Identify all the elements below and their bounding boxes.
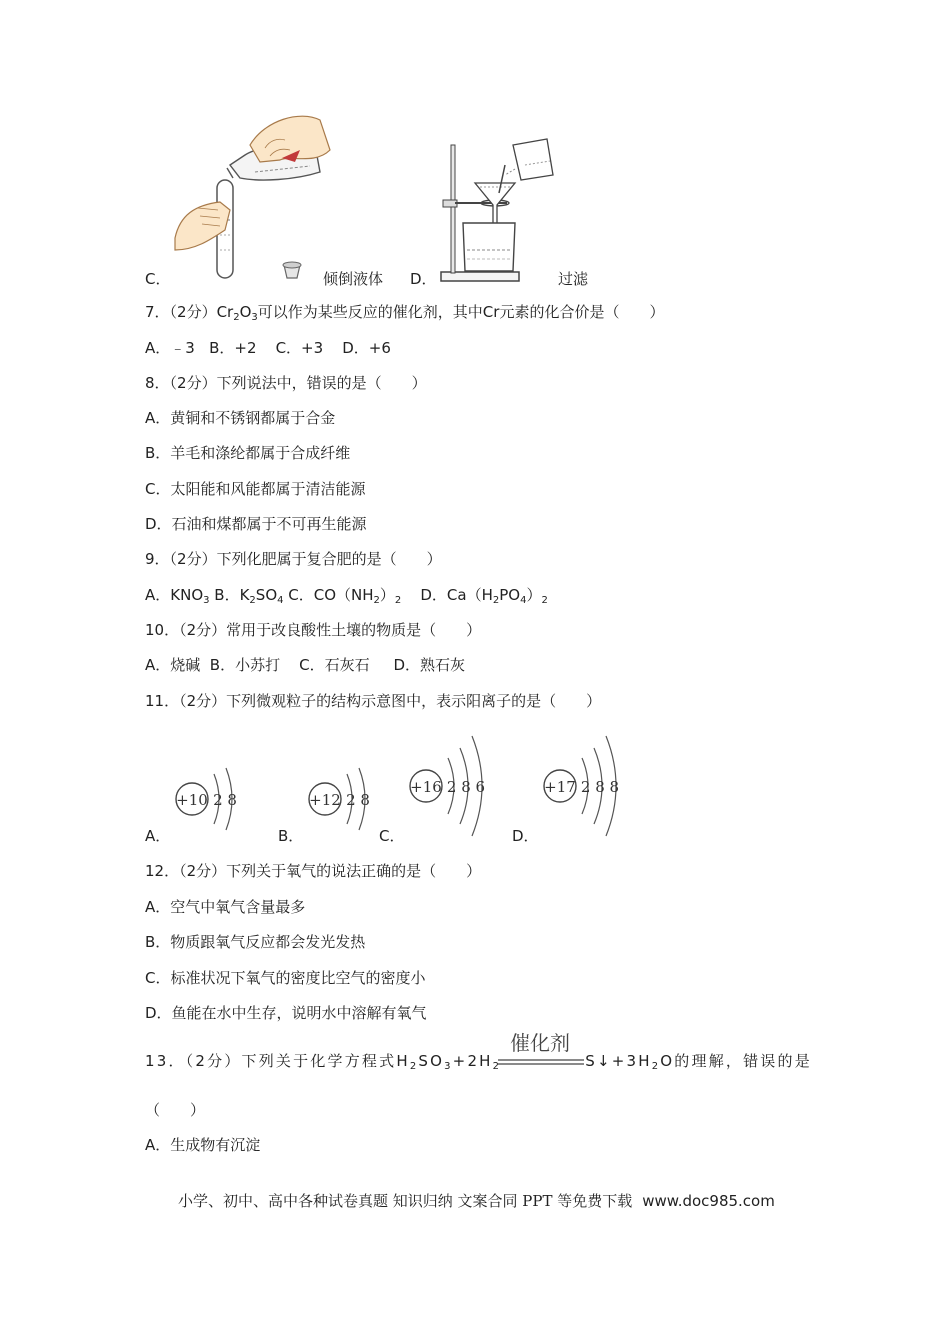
q13-option-a: A．生成物有沉淀 <box>145 1136 261 1154</box>
q6-option-c-caption: 倾倒液体 <box>323 270 384 288</box>
q10-stem: 10．（2分）常用于改良酸性土壤的物质是（ ） <box>145 621 482 639</box>
atom-a-shells: 2 8 <box>213 791 237 809</box>
atom-diagram-b <box>305 752 380 842</box>
q11-option-b-label: B． <box>278 827 304 845</box>
atom-c-nucleus: +16 <box>410 778 442 796</box>
q13-stem: 13．（2分）下列关于化学方程式$H_2SO_3+2H_2$ $S↓+3H_2O$的理解，错误的是 <box>145 1052 812 1072</box>
q8-option-a: A．黄铜和不锈钢都属于合金 <box>145 409 336 427</box>
q8-option-d: D．石油和煤都属于不可再生能源 <box>145 515 367 533</box>
page-footer <box>178 1190 775 1211</box>
atom-a-nucleus: +10 <box>176 791 208 809</box>
pouring-liquid-figure <box>170 110 340 285</box>
q11-option-d-label: D． <box>512 827 539 845</box>
atom-b-nucleus: +12 <box>309 791 341 809</box>
q8-stem: 8．（2分）下列说法中，错误的是（ ） <box>145 374 427 392</box>
q13-answer-paren: （ ） <box>145 1101 206 1119</box>
atom-b-shells: 2 8 <box>346 791 370 809</box>
footer-url[interactable]: www.doc985.com <box>642 1192 775 1210</box>
q7-options: A．﹣3 B．+2 C．+3 D．+6 <box>145 339 391 357</box>
q11-option-c-label: C． <box>379 827 405 845</box>
q8-option-b: B．羊毛和涤纶都属于合成纤维 <box>145 444 351 462</box>
q13-reaction-arrow <box>498 1058 584 1066</box>
q12-option-a: A．空气中氧气含量最多 <box>145 898 306 916</box>
atom-diagram-a <box>172 752 247 842</box>
atom-d-shells: 2 8 8 <box>580 778 620 796</box>
footer-text: 小学、初中、高中各种试卷真题 知识归纳 文案合同 PPT 等免费下载 <box>178 1192 633 1210</box>
q6-option-c-label: C． <box>145 270 171 288</box>
q9-options: A．$KNO_3$ B．$K_2SO_4$ C．$CO(NH_2)_2$ D．$Ca(H_2PO_4)_2$ <box>145 586 548 606</box>
q11-option-a-label: A． <box>145 827 171 845</box>
q13-catalyst-label: 催化剂 <box>510 1031 570 1055</box>
q10-options: A．烧碱 B．小苏打 C．石灰石 D．熟石灰 <box>145 656 466 674</box>
atom-diagram-c <box>406 728 506 843</box>
atom-diagram-d <box>540 728 640 843</box>
q9-stem: 9．（2分）下列化肥属于复合肥的是（ ） <box>145 550 442 568</box>
q7-stem: 7．（2分）$Cr_2O_3$可以作为某些反应的催化剂，其中Cr元素的化合价是（ ） <box>145 303 665 323</box>
q6-option-d-caption: 过滤 <box>558 270 589 288</box>
atom-c-shells: 2 8 6 <box>446 778 486 796</box>
atom-d-nucleus: +17 <box>544 778 576 796</box>
filtration-figure <box>435 135 560 285</box>
q12-option-d: D．鱼能在水中生存，说明水中溶解有氧气 <box>145 1004 427 1022</box>
q11-stem: 11．（2分）下列微观粒子的结构示意图中，表示阳离子的是（ ） <box>145 692 602 710</box>
q12-stem: 12．（2分）下列关于氧气的说法正确的是（ ） <box>145 862 482 880</box>
q12-option-c: C．标准状况下氧气的密度比空气的密度小 <box>145 969 426 987</box>
q8-option-c: C．太阳能和风能都属于清洁能源 <box>145 480 366 498</box>
q6-option-d-label: D． <box>410 270 437 288</box>
q12-option-b: B．物质跟氧气反应都会发光发热 <box>145 933 366 951</box>
